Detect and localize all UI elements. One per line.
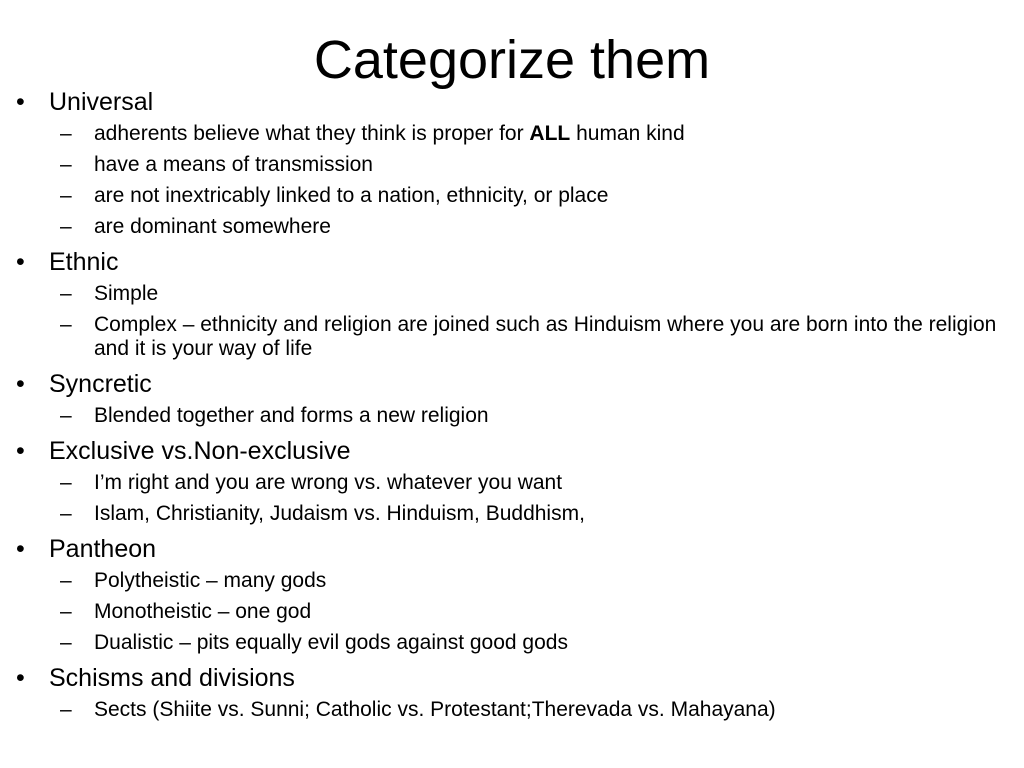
bullet-item — [16, 86, 1006, 118]
sub-item-text: Polytheistic – many gods — [94, 569, 327, 592]
sub-item — [16, 600, 1006, 624]
bullet-item — [16, 246, 1006, 278]
sub-list — [16, 569, 1006, 655]
bullet-label: Exclusive vs.Non-exclusive — [49, 437, 351, 465]
dash-icon: – — [60, 153, 72, 176]
sub-item-text: human kind — [570, 122, 685, 145]
dash-icon: – — [60, 471, 72, 494]
dash-icon: – — [60, 122, 72, 145]
dash-icon: – — [60, 282, 72, 305]
bullet-item — [16, 368, 1006, 400]
slide-title: Categorize them — [313, 30, 711, 90]
bullet-icon: • — [16, 370, 25, 398]
bullet-label: Pantheon — [49, 535, 157, 563]
sub-item — [16, 122, 1006, 146]
sub-item — [16, 569, 1006, 593]
sub-item — [16, 153, 1006, 177]
bullet-label: Ethnic — [49, 248, 119, 276]
bullet-item — [16, 435, 1006, 467]
bullet-label: Schisms and divisions — [49, 664, 295, 692]
bullet-icon: • — [16, 664, 25, 692]
bullet-group — [16, 662, 1006, 722]
dash-icon: – — [60, 215, 72, 238]
bullet-group — [16, 435, 1006, 526]
sub-item — [16, 184, 1006, 208]
bullet-group — [16, 86, 1006, 239]
sub-item — [16, 404, 1006, 428]
sub-list — [16, 404, 1006, 428]
sub-item-text: Simple — [94, 282, 159, 305]
sub-item-text: Complex – ethnicity and religion are joined such as Hinduism where you are born into the religion and it is your way of life — [94, 313, 997, 360]
bullet-group — [16, 246, 1006, 361]
sub-item — [16, 502, 1006, 526]
sub-item — [16, 215, 1006, 239]
bullet-label: Syncretic — [49, 370, 152, 398]
sub-item — [16, 313, 1006, 361]
sub-item — [16, 631, 1006, 655]
sub-item-text: Sects (Shiite vs. Sunni; Catholic vs. Protestant;Therevada vs. Mahayana) — [94, 698, 776, 721]
sub-list — [16, 122, 1006, 239]
dash-icon: – — [60, 404, 72, 427]
dash-icon: – — [60, 502, 72, 525]
sub-item-text: are not inextricably linked to a nation, ethnicity, or place — [94, 184, 609, 207]
sub-item-text: I’m right and you are wrong vs. whatever you want — [94, 471, 563, 494]
bullet-group — [16, 368, 1006, 428]
bullet-icon: • — [16, 437, 25, 465]
sub-item — [16, 698, 1006, 722]
bullet-group — [16, 533, 1006, 655]
sub-item-text: adherents believe what they think is proper for — [94, 122, 530, 145]
bullet-item — [16, 662, 1006, 694]
dash-icon: – — [60, 313, 72, 336]
sub-item — [16, 282, 1006, 306]
bullet-label: Universal — [49, 88, 154, 116]
sub-item-text: are dominant somewhere — [94, 215, 331, 238]
dash-icon: – — [60, 698, 72, 721]
bullet-icon: • — [16, 535, 25, 563]
dash-icon: – — [60, 569, 72, 592]
bullet-item — [16, 533, 1006, 565]
sub-item-text: Dualistic – pits equally evil gods against good gods — [94, 631, 568, 654]
sub-item-text: have a means of transmission — [94, 153, 373, 176]
bullet-list — [16, 86, 1006, 729]
sub-item-text: Monotheistic – one god — [94, 600, 312, 623]
sub-item-text: Islam, Christianity, Judaism vs. Hinduism, Buddhism, — [94, 502, 585, 525]
sub-list — [16, 282, 1006, 361]
sub-item-text: Blended together and forms a new religion — [94, 404, 489, 427]
bullet-icon: • — [16, 248, 25, 276]
sub-list — [16, 471, 1006, 526]
dash-icon: – — [60, 631, 72, 654]
sub-item — [16, 471, 1006, 495]
bullet-icon: • — [16, 88, 25, 116]
sub-item-emphasis: ALL — [529, 122, 571, 145]
dash-icon: – — [60, 184, 72, 207]
sub-list — [16, 698, 1006, 722]
dash-icon: – — [60, 600, 72, 623]
